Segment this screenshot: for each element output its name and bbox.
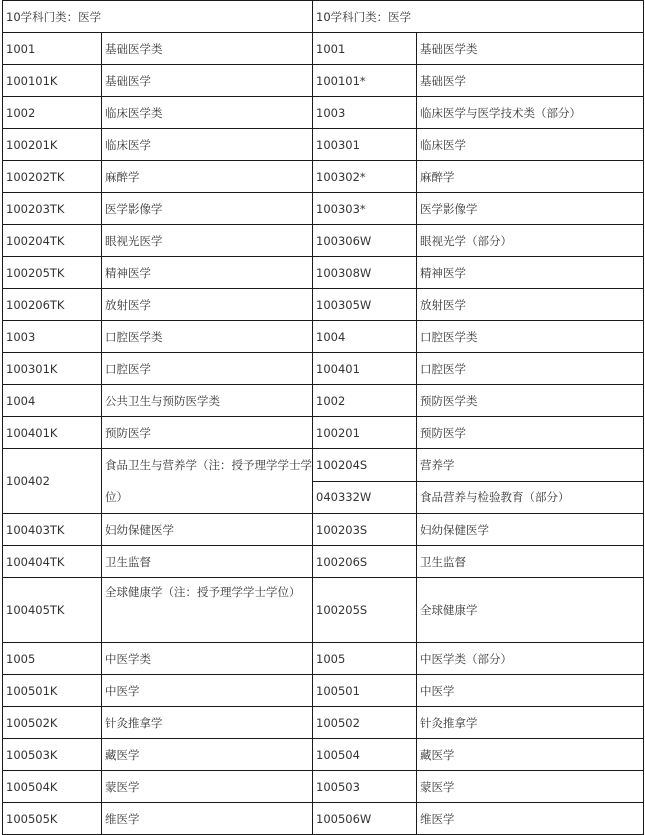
new-name-cell: 食品营养与检验教育（部分）	[417, 481, 644, 514]
old-name-cell: 眼视光医学	[102, 225, 313, 257]
table-row	[3, 643, 644, 675]
old-name-cell: 全球健康学（注：授予理学学士学位）	[102, 578, 313, 643]
table-row	[3, 321, 644, 353]
old-name-cell: 针灸推拿学	[102, 707, 313, 739]
old-code-cell: 100201K	[3, 129, 102, 161]
table-row	[3, 97, 644, 129]
old-code-cell: 100204TK	[3, 225, 102, 257]
new-code-cell: 100306W	[313, 225, 417, 257]
new-name-cell: 藏医学	[417, 739, 644, 771]
new-name-cell: 医学影像学	[417, 193, 644, 225]
old-code-cell: 1001	[3, 33, 102, 65]
old-code-cell: 100402	[3, 449, 102, 514]
old-name-cell: 维医学	[102, 803, 313, 835]
table-row	[3, 257, 644, 289]
new-code-cell: 100506W	[313, 803, 417, 835]
new-code-cell: 100303*	[313, 193, 417, 225]
old-name-cell: 预防医学	[102, 417, 313, 449]
old-code-cell: 100405TK	[3, 578, 102, 643]
new-code-cell: 1005	[313, 643, 417, 675]
old-code-cell: 100205TK	[3, 257, 102, 289]
old-name-cell: 基础医学类	[102, 33, 313, 65]
new-code-cell: 100204S	[313, 449, 417, 482]
table-row	[3, 161, 644, 193]
old-name-cell: 妇幼保健医学	[102, 514, 313, 546]
table-row	[3, 193, 644, 225]
table-row	[3, 675, 644, 707]
new-name-cell: 放射医学	[417, 289, 644, 321]
table-row	[3, 385, 644, 417]
new-name-cell: 预防医学	[417, 417, 644, 449]
table-row	[3, 417, 644, 449]
old-name-cell: 中医学	[102, 675, 313, 707]
table-row	[3, 739, 644, 771]
table-row	[3, 1, 644, 33]
old-code-cell: 100206TK	[3, 289, 102, 321]
new-name-cell: 全球健康学	[417, 578, 644, 643]
old-name-cell: 口腔医学类	[102, 321, 313, 353]
new-name-cell: 临床医学	[417, 129, 644, 161]
new-name-cell: 眼视光学（部分）	[417, 225, 644, 257]
old-name-cell: 临床医学类	[102, 97, 313, 129]
old-name-cell: 精神医学	[102, 257, 313, 289]
new-code-cell: 100203S	[313, 514, 417, 546]
table-row	[3, 449, 644, 482]
new-name-cell: 中医学类（部分）	[417, 643, 644, 675]
table-row	[3, 578, 644, 643]
table-row	[3, 707, 644, 739]
old-name-cell: 放射医学	[102, 289, 313, 321]
new-name-cell: 蒙医学	[417, 771, 644, 803]
old-name-cell: 临床医学	[102, 129, 313, 161]
new-name-cell: 妇幼保健医学	[417, 514, 644, 546]
major-comparison-table	[2, 0, 644, 835]
old-code-cell: 100505K	[3, 803, 102, 835]
new-name-cell: 基础医学	[417, 65, 644, 97]
new-code-cell: 1001	[313, 33, 417, 65]
new-code-cell: 1004	[313, 321, 417, 353]
table-row	[3, 33, 644, 65]
table-row	[3, 289, 644, 321]
old-code-cell: 1004	[3, 385, 102, 417]
old-code-cell: 1002	[3, 97, 102, 129]
old-code-cell: 100203TK	[3, 193, 102, 225]
old-code-cell: 100101K	[3, 65, 102, 97]
new-code-cell: 100201	[313, 417, 417, 449]
new-code-cell: 1003	[313, 97, 417, 129]
old-code-cell: 100301K	[3, 353, 102, 385]
new-code-cell: 100101*	[313, 65, 417, 97]
old-name-cell: 卫生监督	[102, 546, 313, 578]
new-name-cell: 中医学	[417, 675, 644, 707]
table-row	[3, 546, 644, 578]
old-code-cell: 100202TK	[3, 161, 102, 193]
new-name-cell: 临床医学与医学技术类（部分）	[417, 97, 644, 129]
old-name-cell: 医学影像学	[102, 193, 313, 225]
new-code-cell: 100501	[313, 675, 417, 707]
old-name-cell: 口腔医学	[102, 353, 313, 385]
old-code-cell: 100504K	[3, 771, 102, 803]
table-row	[3, 353, 644, 385]
table-body	[3, 1, 644, 835]
new-code-cell: 100503	[313, 771, 417, 803]
old-name-cell: 食品卫生与营养学（注：授予理学学士学位）	[102, 449, 313, 514]
table-row	[3, 65, 644, 97]
old-code-cell: 100404TK	[3, 546, 102, 578]
new-name-cell: 预防医学类	[417, 385, 644, 417]
table-row	[3, 225, 644, 257]
new-code-cell: 100302*	[313, 161, 417, 193]
old-name-cell: 公共卫生与预防医学类	[102, 385, 313, 417]
new-code-cell: 100301	[313, 129, 417, 161]
new-name-cell: 口腔医学	[417, 353, 644, 385]
old-name-cell: 麻醉学	[102, 161, 313, 193]
old-code-cell: 100501K	[3, 675, 102, 707]
old-code-cell: 100403TK	[3, 514, 102, 546]
old-name-cell: 基础医学	[102, 65, 313, 97]
old-code-cell: 100503K	[3, 739, 102, 771]
new-code-cell: 100206S	[313, 546, 417, 578]
new-code-cell: 100502	[313, 707, 417, 739]
new-code-cell: 100504	[313, 739, 417, 771]
new-name-cell: 卫生监督	[417, 546, 644, 578]
new-name-cell: 针灸推拿学	[417, 707, 644, 739]
new-category-header: 10学科门类：医学	[313, 1, 644, 33]
new-name-cell: 精神医学	[417, 257, 644, 289]
old-code-cell: 1005	[3, 643, 102, 675]
new-code-cell: 100305W	[313, 289, 417, 321]
table-row	[3, 514, 644, 546]
old-name-cell: 蒙医学	[102, 771, 313, 803]
new-code-cell: 040332W	[313, 481, 417, 514]
table-row	[3, 771, 644, 803]
new-name-cell: 口腔医学类	[417, 321, 644, 353]
new-code-cell: 1002	[313, 385, 417, 417]
new-name-cell: 麻醉学	[417, 161, 644, 193]
table-row	[3, 803, 644, 835]
old-code-cell: 100401K	[3, 417, 102, 449]
old-code-cell: 1003	[3, 321, 102, 353]
old-name-cell: 藏医学	[102, 739, 313, 771]
table-row	[3, 129, 644, 161]
new-code-cell: 100205S	[313, 578, 417, 643]
old-name-cell: 中医学类	[102, 643, 313, 675]
new-name-cell: 营养学	[417, 449, 644, 482]
new-name-cell: 基础医学类	[417, 33, 644, 65]
new-name-cell: 维医学	[417, 803, 644, 835]
new-code-cell: 100308W	[313, 257, 417, 289]
new-code-cell: 100401	[313, 353, 417, 385]
old-category-header: 10学科门类：医学	[3, 1, 313, 33]
old-code-cell: 100502K	[3, 707, 102, 739]
